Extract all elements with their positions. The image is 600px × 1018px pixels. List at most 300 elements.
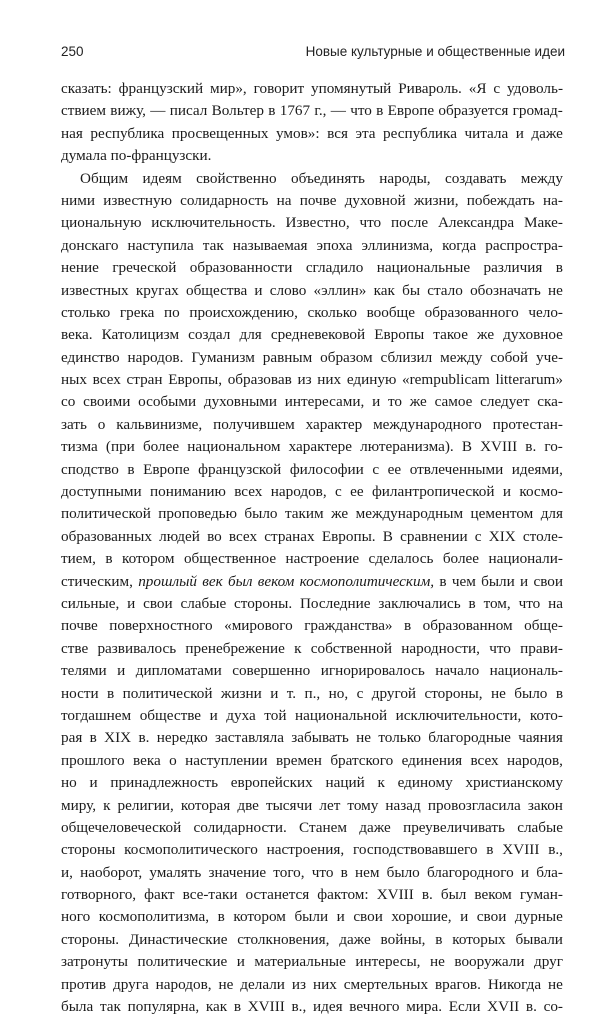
word: был (440, 886, 467, 904)
word: духовное (503, 326, 563, 344)
word: в (268, 102, 276, 120)
word: — (330, 102, 346, 120)
word: даже (339, 930, 371, 948)
word: настроение (285, 550, 360, 568)
text-line (61, 459, 563, 481)
word: прошлого (61, 751, 125, 769)
word: стороны, (424, 684, 483, 702)
word: обозначать (470, 281, 541, 299)
word: и (502, 483, 511, 501)
word: развивалось (97, 639, 177, 657)
word: французский (118, 80, 204, 97)
word: интересами, (284, 393, 365, 411)
word: вообще (366, 303, 415, 321)
word: сравнении (400, 527, 468, 545)
word: космополитизма, (98, 908, 210, 926)
word: ная (61, 124, 83, 142)
word: и (520, 572, 529, 590)
word: друг (534, 953, 563, 971)
word: заключались (378, 594, 461, 612)
word: свои (143, 594, 173, 612)
text-line (61, 839, 563, 861)
word: отвлеченными (409, 460, 504, 478)
word: стороны (61, 841, 116, 859)
word: Европы, (168, 371, 222, 389)
word: в (439, 572, 447, 590)
word: в (217, 908, 225, 926)
word: народов. (127, 348, 184, 366)
word: 1767 (279, 102, 311, 120)
word: рая (61, 729, 83, 747)
word: не (490, 684, 506, 702)
word: в. (138, 729, 150, 747)
word: стороны. (234, 594, 293, 612)
word: же (409, 393, 427, 411)
word: эта (355, 124, 376, 142)
word: исключительность. (151, 214, 276, 232)
word: вечного (349, 998, 400, 1016)
word: гражданства» (304, 617, 393, 635)
word: готворного, (61, 886, 137, 904)
word: пониманию (150, 483, 226, 501)
text-line (61, 347, 563, 369)
word: в (403, 617, 412, 635)
word: таким (284, 505, 324, 523)
word: так (202, 236, 224, 254)
text-line (61, 862, 563, 884)
word: жизни (220, 684, 262, 702)
word: кальвинизме, (116, 415, 203, 433)
word: ного (61, 908, 91, 926)
text-line (61, 615, 563, 637)
word: них (317, 371, 342, 389)
word: просвещенных (171, 124, 269, 142)
text-line (61, 638, 563, 660)
word: в (555, 684, 563, 702)
word: различия (483, 259, 543, 277)
word: общественное (183, 550, 277, 568)
word: слабые (517, 818, 563, 836)
word: ска- (537, 393, 563, 411)
word: в. (525, 438, 537, 456)
word: в (435, 930, 443, 948)
word: XVIII (376, 886, 414, 904)
word: духа (226, 706, 256, 724)
word: писал (169, 102, 208, 120)
word: когда (442, 236, 477, 254)
word: и (117, 662, 126, 680)
word: такое (433, 326, 468, 344)
word: игнорировалось (320, 662, 425, 680)
word: назад (385, 796, 421, 814)
word: Европы. (321, 527, 376, 545)
word: с (493, 80, 501, 97)
word: народов, (270, 483, 327, 501)
word: которая (180, 796, 231, 814)
word: прави- (520, 639, 563, 657)
word: столе- (522, 527, 563, 545)
text-line (61, 481, 563, 503)
word: фактом: (317, 886, 369, 904)
word: и (254, 281, 263, 299)
word: в (105, 550, 113, 568)
word: зать (61, 415, 87, 433)
word: того, (273, 863, 305, 881)
word: материальные (254, 953, 346, 971)
word: обществе (139, 706, 202, 724)
word: эпоха (316, 236, 353, 254)
word: для (540, 505, 563, 523)
word: распростра- (485, 236, 563, 254)
word: что (518, 594, 541, 612)
word: образованном (422, 617, 513, 635)
word: том, (483, 594, 511, 612)
word: национальном (187, 438, 281, 456)
word: друга (113, 975, 149, 993)
word: не (356, 729, 372, 747)
word: народов, (155, 975, 212, 993)
text-line (61, 168, 563, 190)
text-line (61, 683, 563, 705)
word: образуется (438, 102, 509, 120)
word: общечеловеческой (61, 818, 182, 836)
word: в. (525, 998, 537, 1016)
word: Европе (387, 102, 435, 120)
word: но (61, 774, 77, 792)
word: Вольтер (211, 102, 265, 120)
word: были (294, 908, 329, 926)
word: Станем (299, 818, 348, 836)
word: было (514, 684, 548, 702)
word: единство (61, 348, 120, 366)
word: исключительности, (395, 706, 522, 724)
word: дурные (514, 908, 563, 926)
word: свои (533, 572, 563, 590)
word: не (548, 975, 563, 993)
word: бла- (536, 863, 563, 881)
word: лютеранизма). (360, 438, 454, 456)
word: в., (291, 998, 307, 1016)
word: В (461, 438, 472, 456)
word: и (270, 684, 279, 702)
word: Европы (374, 326, 425, 344)
word: духовной (344, 191, 406, 209)
word: происхождению, (189, 303, 298, 321)
text-line (61, 660, 563, 682)
word: тысячи (265, 796, 313, 814)
word: столкновения, (237, 930, 330, 948)
word: идеям (142, 169, 182, 187)
word: не (548, 281, 563, 299)
word: говорит (253, 80, 305, 97)
word: политической (122, 684, 213, 702)
emphasized-word: был (227, 572, 253, 590)
word: в (486, 841, 494, 859)
word: филантропической (371, 483, 495, 501)
word: и (336, 908, 345, 926)
word: ее (350, 483, 364, 501)
word: народности, (401, 639, 480, 657)
word: врагов. (434, 975, 481, 993)
word: философии (289, 460, 364, 478)
word: из (297, 371, 312, 389)
word: Общим (80, 169, 129, 187)
word: почве (61, 617, 98, 635)
word: и, (61, 863, 73, 881)
word: нередко (156, 729, 208, 747)
word: обще- (524, 617, 563, 635)
word: республика (90, 124, 165, 142)
word: нение (61, 259, 99, 277)
word: идея (312, 998, 343, 1016)
text-line (61, 593, 563, 615)
word: христианскому (465, 774, 563, 792)
word: как (205, 998, 228, 1016)
word: Гуманизм (191, 348, 255, 366)
word: но, (328, 684, 349, 702)
word: них (312, 975, 337, 993)
word: настроения, (266, 841, 345, 859)
word: дипломатами (135, 662, 222, 680)
word: единую (346, 371, 397, 389)
word: со (61, 393, 76, 411)
word: с (474, 527, 482, 545)
word: наступила (127, 236, 194, 254)
word: XVII (487, 998, 520, 1016)
word: с (356, 684, 364, 702)
text-line: думала по-французски. (61, 147, 212, 165)
word: в (107, 684, 115, 702)
word: между (440, 348, 483, 366)
word: гуман- (519, 886, 563, 904)
word: как (373, 281, 395, 299)
word: совершенно (232, 662, 311, 680)
word: и (515, 124, 524, 142)
emphasized-word: век (202, 572, 223, 590)
word: Последние (299, 594, 371, 612)
word: кото- (529, 706, 563, 724)
word: странах (264, 527, 315, 545)
word: космополитического (124, 841, 258, 859)
word: столько (61, 303, 111, 321)
word: в (127, 460, 135, 478)
body-text (61, 78, 563, 1018)
word: чем (451, 572, 476, 590)
word: стическим, (61, 572, 133, 590)
word: только (378, 729, 421, 747)
text-line (61, 906, 563, 928)
word: же (477, 326, 495, 344)
word: на- (543, 191, 563, 209)
word: жизни, (413, 191, 459, 209)
word: почве (299, 191, 337, 209)
word: заставляла (215, 729, 284, 747)
word: и (209, 706, 218, 724)
word: людей (159, 527, 200, 545)
word: протестан- (492, 415, 563, 433)
word: факт (144, 886, 175, 904)
word: сильные, (61, 594, 120, 612)
word: и (372, 393, 381, 411)
word: было (386, 863, 420, 881)
word: и (520, 863, 530, 881)
word: что (489, 639, 511, 657)
word: французской (198, 460, 282, 478)
word: эллинизма, (361, 236, 434, 254)
word: популярна, (127, 998, 200, 1016)
word: го- (544, 438, 563, 456)
word: общества (185, 281, 248, 299)
word: цементом (470, 505, 534, 523)
word: сказать: (61, 80, 112, 97)
word: всех (228, 527, 258, 545)
text-line (61, 951, 563, 973)
word: братского (330, 751, 394, 769)
page-number: 250 (61, 44, 84, 59)
word: начало (435, 662, 480, 680)
word: в (89, 729, 97, 747)
word: собой (490, 348, 529, 366)
text-line (61, 78, 563, 100)
text-line (61, 727, 563, 749)
word: национальные (376, 259, 471, 277)
word: в (555, 259, 563, 277)
text-line (61, 302, 563, 324)
word: Европе (143, 460, 190, 478)
word: «мирового (224, 617, 293, 635)
word: Маке- (523, 214, 563, 232)
text-line (61, 795, 563, 817)
word: litterarum» (495, 371, 563, 389)
word: Никогда (487, 975, 542, 993)
word: на (548, 594, 563, 612)
word: читала (464, 124, 509, 142)
word: всех (234, 483, 263, 501)
word: всех (92, 371, 121, 389)
word: сделалось (368, 550, 434, 568)
word: так (99, 998, 121, 1016)
word: тому (347, 796, 379, 814)
word: и (236, 953, 245, 971)
word: с (372, 460, 380, 478)
word: в (340, 863, 348, 881)
text-line (61, 369, 563, 391)
word: стало (427, 281, 463, 299)
word: называемая (232, 236, 308, 254)
word: единому (397, 774, 453, 792)
word: международного (373, 415, 482, 433)
word: народы, (379, 169, 431, 187)
emphasized-word: космополитическим, (299, 572, 435, 590)
word: вся (327, 124, 348, 142)
word: ними (61, 191, 95, 209)
word: сколько (307, 303, 357, 321)
word: солидарности. (193, 818, 287, 836)
word: были (481, 572, 515, 590)
word: в., (548, 841, 563, 859)
word: бы (402, 281, 421, 299)
word: политические (137, 953, 228, 971)
word: с (335, 483, 342, 501)
word: в (233, 998, 242, 1016)
word: было (244, 505, 278, 523)
word: доступными (61, 483, 142, 501)
word: нем (354, 863, 380, 881)
word: создавать (444, 169, 507, 187)
word: значение (208, 863, 267, 881)
word: господствовавшего (353, 841, 478, 859)
word: (при (105, 438, 135, 456)
word: — (150, 102, 166, 120)
word: времен (275, 751, 322, 769)
word: не (429, 953, 445, 971)
word: «эллин» (313, 281, 367, 299)
text-line (61, 324, 563, 346)
text-line (61, 257, 563, 279)
word: века. (61, 326, 93, 344)
word: даже (359, 818, 391, 836)
word: две (237, 796, 259, 814)
word: из (291, 975, 307, 993)
text-line (61, 123, 563, 145)
word: духовными (203, 393, 278, 411)
word: самое (434, 393, 473, 411)
text-line (61, 391, 563, 413)
word: и (127, 594, 136, 612)
text-line (61, 436, 563, 458)
word: вооружали (454, 953, 525, 971)
word: образом (320, 348, 373, 366)
word: мир», (209, 80, 247, 97)
text-line (61, 996, 563, 1018)
word: Ривароль. (398, 80, 462, 97)
word: умалять (149, 863, 202, 881)
word: В (382, 527, 393, 545)
word: мира. (406, 998, 443, 1016)
word: Католицизм (101, 326, 180, 344)
word: известных (61, 281, 129, 299)
text-line (61, 974, 563, 996)
word: телями (61, 662, 107, 680)
word: в. (421, 886, 433, 904)
text-line (61, 280, 563, 302)
word: бывали (515, 930, 563, 948)
word: пренебрежение (185, 639, 285, 657)
word: Династические (128, 930, 228, 948)
text-line (61, 503, 563, 525)
word: сподство (61, 460, 119, 478)
text-line (61, 571, 563, 593)
word: все-таки (182, 886, 238, 904)
word: средневековой (270, 326, 366, 344)
word: закон (527, 796, 563, 814)
word: проповедью (158, 505, 237, 523)
word: в (468, 594, 476, 612)
word: провозгласила (427, 796, 521, 814)
word: XIX (104, 729, 132, 747)
word: наций (325, 774, 365, 792)
word: вижу, (110, 102, 146, 120)
word: национали- (488, 550, 563, 568)
word: упомянутый (311, 80, 392, 97)
word: против (61, 975, 107, 993)
word: на (276, 191, 292, 209)
word: делали (240, 975, 285, 993)
word: к (294, 639, 302, 657)
word: республика (383, 124, 457, 142)
emphasized-word: веком (257, 572, 295, 590)
word: националь- (489, 662, 563, 680)
